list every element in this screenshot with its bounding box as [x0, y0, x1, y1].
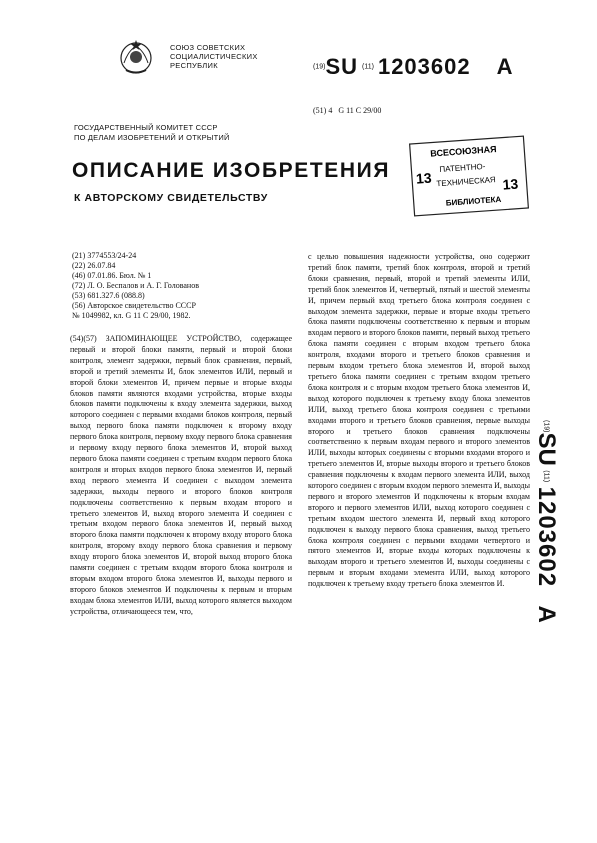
- side-kind-code: A: [533, 605, 560, 623]
- ipc-value: G 11 C 29/00: [338, 106, 382, 115]
- stamp-number-right: 13: [502, 175, 519, 193]
- claim-paragraph: (54)(57) ЗАПОМИНАЮЩЕЕ УСТРОЙСТВО, содержащее первый и второй блоки памяти, первый и второй блоки контроля, элемент задержки, первый блок сравнения, первый, второй и третий элементы И, блок элементов ИЛИ, первый и второй блоки элементов И, причем первые и вторые входы блоков памяти являются входами устройства, вторые входы блоков памяти подключены к входу элемента задержки, выход которого соединен с первыми входами блоков контроля, первый выход первого блока памяти подключен к второму входу первого блока контроля, первому входу первого блока сравнения и первому входу первого блока элементов И, второй выход первого блока памяти соединен с третьим входом первого блока контроля и вторых входов первого блока элементов И, первый вход первого элемента И соединен с выходом элемента задержки, выходы первого и второго блоков контроля подключены соответственно к первым входам второго и третьего элементов И, выход второго элемента И соединен с третьим входом первого блока элементов И, первый выход второго блока памяти подключен к второму входу второго блока контроля, второму входу первого блока сравнения и первому входу второго блока элементов И, второй выход второго блока памяти соединен с третьим входом второго блока контроля и вторым входом второго блока элементов И, выходы первого и второго блоков элементов И подключены к первым и вторым входам блока элементов ИЛИ, выход которого является выходом устройства, отличающееся тем, что,: [70, 334, 292, 616]
- patent-number: 1203602: [377, 54, 471, 79]
- union-line: РЕСПУБЛИК: [170, 61, 218, 70]
- union-name: [170, 43, 258, 70]
- side-patent-number: [530, 420, 570, 660]
- patent-number-header: [313, 54, 513, 80]
- stamp-line-4: БИБЛИОТЕКА: [445, 194, 502, 208]
- committee-line: ПО ДЕЛАМ ИЗОБРЕТЕНИЙ И ОТКРЫТИЙ: [74, 133, 230, 142]
- side-country-tag: (19): [542, 420, 550, 433]
- bibliographic-data: [72, 251, 292, 321]
- biblio-row: (53) 681.327.6 (088.8): [72, 291, 145, 300]
- biblio-row: № 1049982, кл. G 11 C 29/00, 1982.: [72, 311, 191, 320]
- country-code: SU: [325, 54, 359, 79]
- stamp-line-2: ПАТЕНТНО-: [439, 161, 486, 175]
- stamp-line-1: ВСЕСОЮЗНАЯ: [429, 144, 497, 159]
- side-patent-number-value: 1203602: [533, 486, 560, 588]
- claim-text-right-column: [308, 252, 530, 590]
- number-tag: (11): [362, 63, 374, 71]
- committee-name: [74, 123, 230, 143]
- side-number-tag: (11): [542, 470, 550, 483]
- committee-line: ГОСУДАРСТВЕННЫЙ КОМИТЕТ СССР: [74, 123, 218, 132]
- ussr-emblem-icon: [116, 37, 156, 77]
- biblio-row: (56) Авторское свидетельство СССР: [72, 301, 196, 310]
- country-tag: (19): [313, 63, 326, 71]
- biblio-row: (21) 3774553/24-24: [72, 251, 137, 260]
- kind-code: A: [496, 54, 513, 79]
- union-line: СОЦИАЛИСТИЧЕСКИХ: [170, 52, 258, 61]
- library-stamp: [407, 134, 530, 218]
- ipc-tag: (51) 4: [313, 106, 333, 115]
- union-line: СОЮЗ СОВЕТСКИХ: [170, 43, 246, 52]
- document-title: ОПИСАНИЕ ИЗОБРЕТЕНИЯ: [72, 159, 391, 182]
- biblio-row: (22) 26.07.84: [72, 261, 116, 270]
- side-country-code: SU: [533, 432, 560, 466]
- biblio-row: (72) Л. О. Беспалов и А. Г. Голованов: [72, 281, 199, 290]
- claim-paragraph: с целью повышения надежности устройства, оно содержит третий блок памяти, третий блок контроля, второй и третий блоки сравнения, первый, второй и третий элементы ИЛИ, третий блок элементов И, четвертый, пятый и шестой элементы И, причем первый вход третьего блока контроля соединен с выходом элемента задержки, первые и вторые входы третьего блока памяти подключены соответственно к первым и вторым входам первого и второго блоков памяти, первый выход третьего блока памяти соединен с вторым входом третьего блока контроля, входами второго и третьего блоков сравнения и первым входом третьего блока элементов И, второй выход третьего блока памяти соединен с третьим входом третьего блока контроля и с вторым входом третьего блока элементов И, выход которого подключен к третьему входу блока элементов ИЛИ, выход третьего блока контроля соединен с третьими входами второго и третьего блоков сравнения, первые выходы второго и третьего блоков сравнения подключены соответственно к первым входам первого и второго элементов ИЛИ, выходы которых соединены с вторыми входами второго и третьего элементов И, вторые выходы второго и третьего блоков сравнения подключены к входам первого элемента ИЛИ, выход которого соединен с вторым входом первого элемента И, выходы первого и второго элементов И подключены к вторым входам второго и первого элементов ИЛИ, выход которого соединен с третьим входом шестого элемента И, первый вход которого подключен к выходу первого блока сравнения, выход третьего блока контроля соединен с первыми входами четвертого и пятого элементов И, вторые входы которых подключены к выходам второго и третьего элементов И, выходы соединены с первым и вторым входами элемента ИЛИ, выход которого подключен к третьему входу третьего блока элементов И.: [308, 252, 530, 589]
- stamp-number-left: 13: [415, 169, 433, 187]
- biblio-row: (46) 07.01.86. Бюл. № 1: [72, 271, 152, 280]
- ipc-classification: [313, 106, 381, 115]
- claim-text-left-column: [70, 334, 292, 618]
- stamp-line-3: ТЕХНИЧЕСКАЯ: [436, 175, 496, 189]
- document-subtitle: К АВТОРСКОМУ СВИДЕТЕЛЬСТВУ: [74, 192, 268, 204]
